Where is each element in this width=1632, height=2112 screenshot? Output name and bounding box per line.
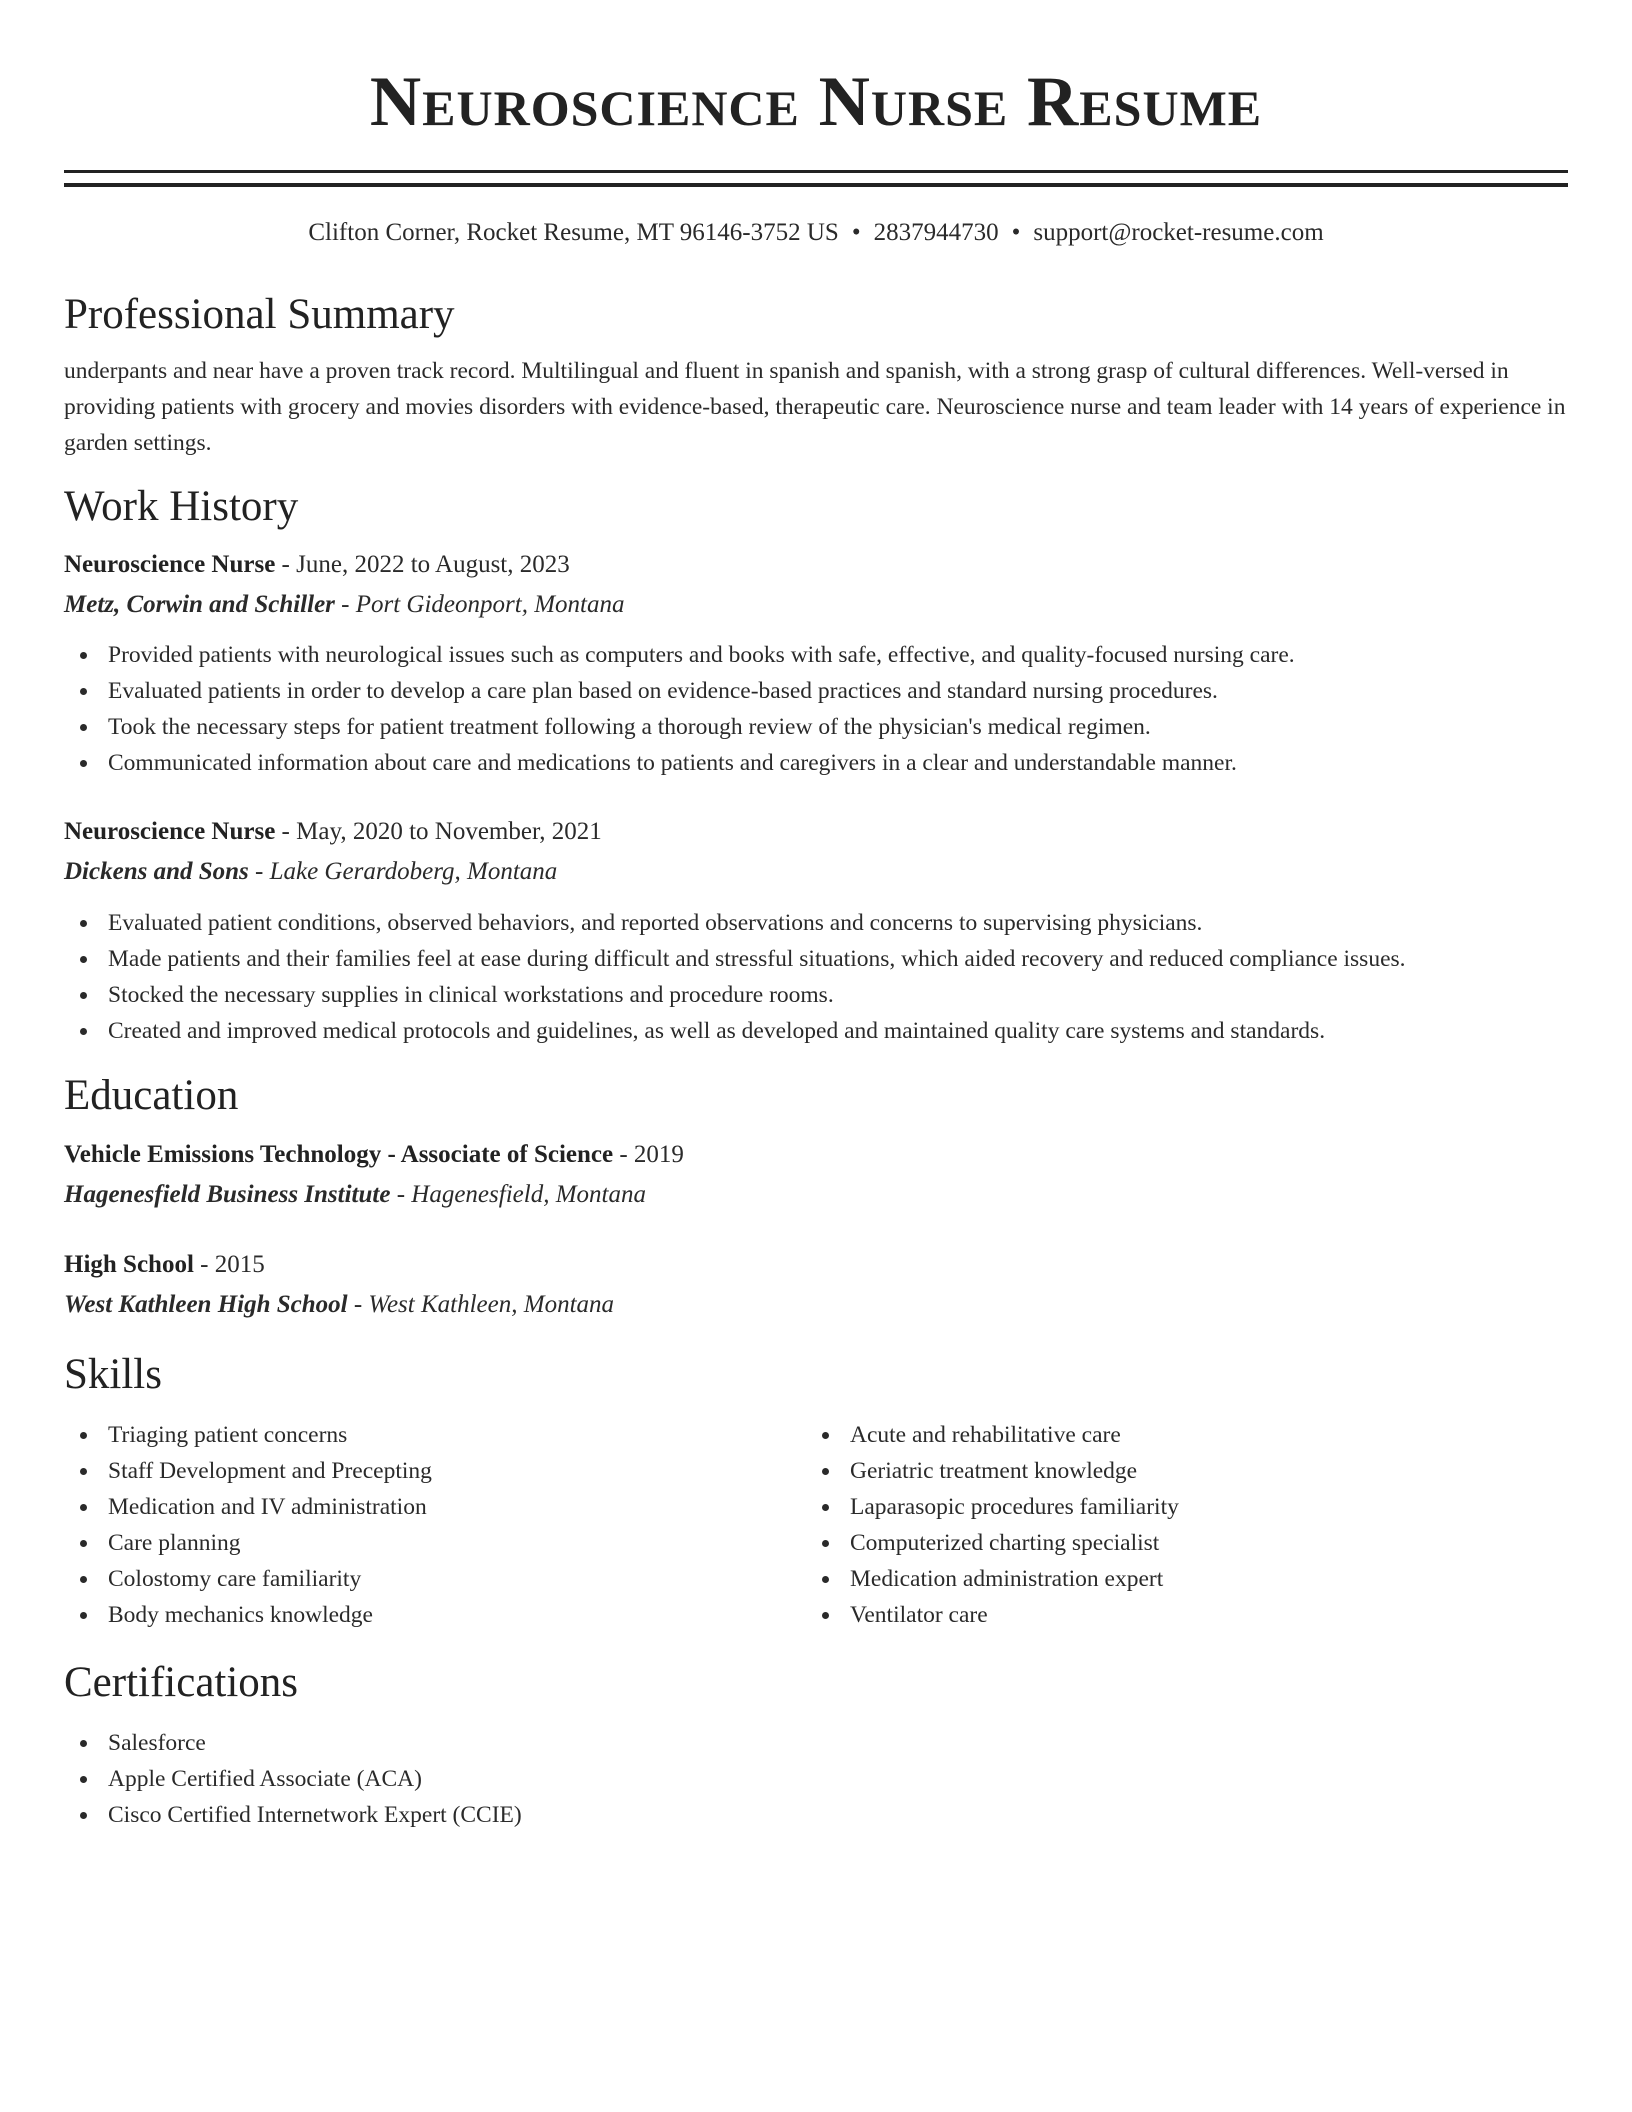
job-company: Metz, Corwin and Schiller: [64, 591, 335, 618]
job-dates: - May, 2020 to November, 2021: [275, 818, 602, 845]
title-double-rule: [64, 170, 1568, 187]
list-item: Body mechanics knowledge: [64, 1597, 806, 1633]
list-item: Laparasopic procedures familiarity: [806, 1489, 1548, 1525]
education-heading: Education: [64, 1072, 239, 1119]
list-item: Colostomy care familiarity: [64, 1561, 806, 1597]
list-item: Created and improved medical protocols and guidelines, as well as developed and maintained quality care systems and standards.: [64, 1013, 1568, 1049]
school-name: West Kathleen High School: [64, 1291, 348, 1318]
degree-year: - 2019: [613, 1141, 684, 1168]
contact-separator: •: [1011, 219, 1021, 246]
contact-phone: 2837944730: [873, 219, 999, 246]
job-company-line: [64, 585, 1568, 625]
list-item: Evaluated patients in order to develop a care plan based on evidence-based practices and standard nursing procedures.: [64, 673, 1568, 709]
job-location: - Port Gideonport, Montana: [334, 591, 625, 618]
list-item: Evaluated patient conditions, observed behaviors, and reported observations and concerns to supervising physicians.: [64, 905, 1568, 941]
list-item: Took the necessary steps for patient treatment following a thorough review of the physician's medical regimen.: [64, 709, 1568, 745]
certifications-heading: Certifications: [64, 1659, 299, 1706]
job-dates: - June, 2022 to August, 2023: [275, 551, 570, 578]
list-item: Cisco Certified Internetwork Expert (CCIE): [64, 1797, 1568, 1833]
school-line: [64, 1285, 1568, 1325]
job-title-line: [64, 812, 1568, 852]
school-location: - Hagenesfield, Montana: [390, 1181, 646, 1208]
job-duties-list: [64, 637, 1568, 781]
list-item: Salesforce: [64, 1725, 1568, 1761]
list-item: Made patients and their families feel at ease during difficult and stressful situations, which aided recovery and reduced compliance issues.: [64, 941, 1568, 977]
school-location: - West Kathleen, Montana: [347, 1291, 615, 1318]
education-entry: [64, 1245, 1568, 1325]
job-title: Neuroscience Nurse: [64, 818, 276, 845]
job-entry: [64, 812, 1568, 1049]
list-item: Provided patients with neurological issues such as computers and books with safe, effective, and quality-focused nursing care.: [64, 637, 1568, 673]
degree: Vehicle Emissions Technology - Associate of Science: [64, 1141, 614, 1168]
list-item: Ventilator care: [806, 1597, 1548, 1633]
work-history-heading: Work History: [64, 483, 299, 530]
list-item: Geriatric treatment knowledge: [806, 1453, 1548, 1489]
skills-heading: Skills: [64, 1351, 162, 1398]
summary-text: underpants and near have a proven track record. Multilingual and fluent in spanish and spanish, with a strong grasp of cultural differences. Well-versed in providing patients with grocery and movies disorders with evidence-based, therapeutic care. Neuroscience nurse and team leader with 14 years of experience in garden settings.: [64, 358, 1566, 456]
degree-year: - 2015: [193, 1251, 265, 1278]
skills-list-left: [64, 1417, 806, 1633]
list-item: Apple Certified Associate (ACA): [64, 1761, 1568, 1797]
contact-separator: •: [851, 219, 861, 246]
skills-list-right: [806, 1417, 1548, 1633]
skills-columns: [64, 1417, 1568, 1633]
job-company-line: [64, 852, 1568, 892]
resume-page: [64, 0, 1568, 1833]
job-title: Neuroscience Nurse: [64, 551, 276, 578]
job-location: - Lake Gerardoberg, Montana: [248, 858, 558, 885]
school-name: Hagenesfield Business Institute: [64, 1181, 391, 1208]
list-item: Care planning: [64, 1525, 806, 1561]
degree-line: [64, 1135, 1568, 1175]
list-item: Acute and rehabilitative care: [806, 1417, 1548, 1453]
list-item: Staff Development and Precepting: [64, 1453, 806, 1489]
degree-line: [64, 1245, 1568, 1285]
list-item: Medication and IV administration: [64, 1489, 806, 1525]
list-item: Stocked the necessary supplies in clinical workstations and procedure rooms.: [64, 977, 1568, 1013]
contact-line: [64, 218, 1568, 248]
contact-email: support@rocket-resume.com: [1033, 219, 1324, 246]
list-item: Communicated information about care and medications to patients and caregivers in a clear and understandable manner.: [64, 745, 1568, 781]
certifications-list: [64, 1725, 1568, 1833]
list-item: Triaging patient concerns: [64, 1417, 806, 1453]
list-item: Computerized charting specialist: [806, 1525, 1548, 1561]
job-company: Dickens and Sons: [64, 858, 249, 885]
list-item: Medication administration expert: [806, 1561, 1548, 1597]
job-duties-list: [64, 905, 1568, 1049]
job-entry: [64, 545, 1568, 781]
education-entry: [64, 1135, 1568, 1215]
summary-heading: Professional Summary: [64, 291, 455, 338]
school-line: [64, 1175, 1568, 1215]
degree: High School: [64, 1251, 194, 1278]
job-title-line: [64, 545, 1568, 585]
contact-address: Clifton Corner, Rocket Resume, MT 96146-3752 US: [308, 219, 839, 246]
resume-title: Neuroscience Nurse Resume: [369, 63, 1263, 141]
